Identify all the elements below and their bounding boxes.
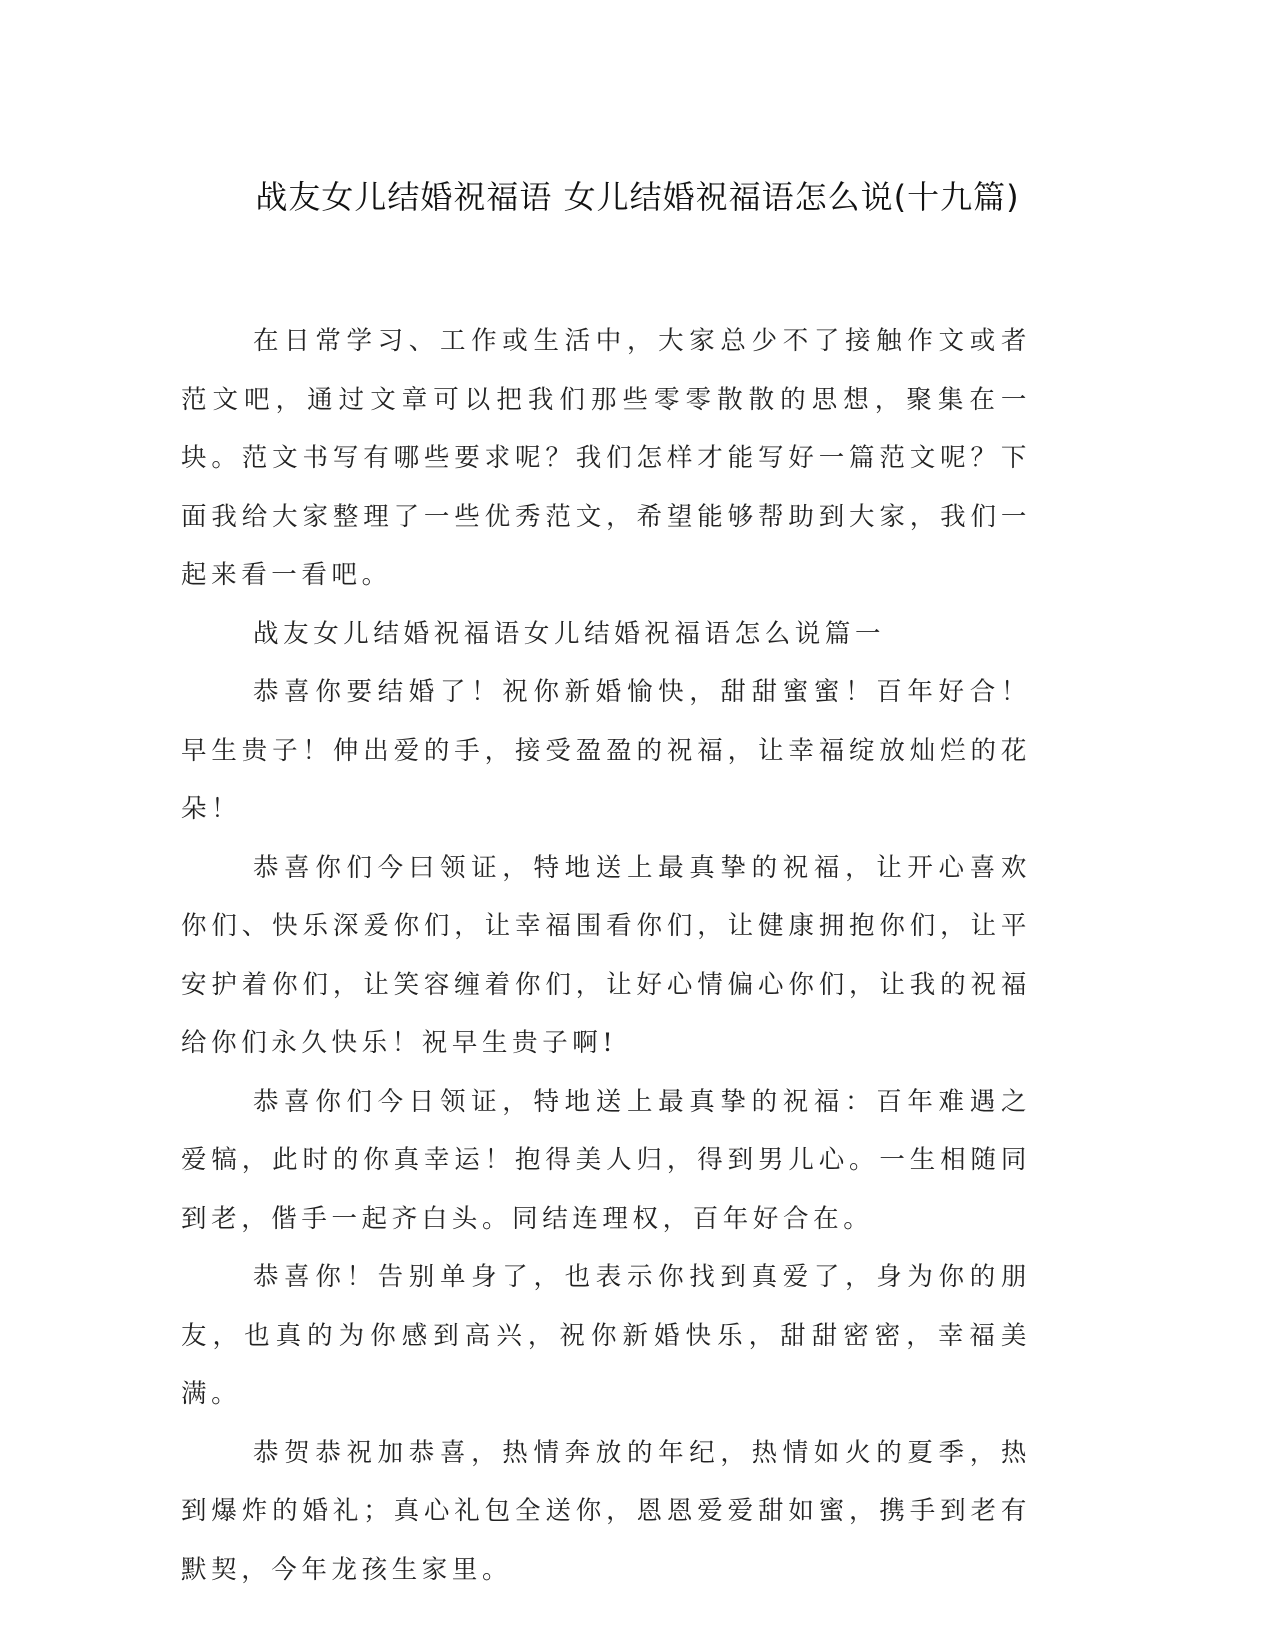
body-paragraph: 恭喜你们今曰领证，特地送上最真挚的祝福，让开心喜欢你们、快乐深爰你们，让幸福围看你们，让健康拥抱你们，让平安护着你们，让笑容缠着你们，让好心情偏心你们，让我的祝福给你们永久快乐！祝早生贵子啊! [181,852,1031,1058]
body-paragraph: 恭喜你！告别单身了，也表示你找到真爱了，身为你的朋友，也真的为你感到高兴，祝你新婚快乐，甜甜密密，幸福美满。 [181,1262,1031,1409]
body-paragraph: 恭喜你要结婚了！祝你新婚愉快，甜甜蜜蜜！百年好合！早生贵子！伸出爱的手，接受盈盈的祝福，让幸福绽放灿烂的花朵！ [181,677,1031,824]
document-body [181,312,1031,1599]
body-paragraph: 恭喜你们今日领证，特地送上最真挚的祝福：百年难遇之爱犒，此时的你真幸运！抱得美人归，得到男儿心。一生相随同到老，偕手一起齐白头。同结连理权，百年好合在。 [181,1086,1031,1234]
intro-paragraph: 在日常学习、工作或生活中，大家总少不了接触作文或者范文吧，通过文章可以把我们那些零零散散的思想，聚集在一块。范文书写有哪些要求呢？我们怎样才能写好一篇范文呢？下面我给大家整理了一些优秀范文，希望能够帮助到大家，我们一起来看一看吧。 [181,326,1031,590]
section-heading: 战友女儿结婚祝福语女儿结婚祝福语怎么说篇一 [253,618,886,649]
document-title: 战友女儿结婚祝福语 女儿结婚祝福语怎么说(十九篇) [255,178,1020,216]
body-paragraph: 恭贺恭祝加恭喜，热情奔放的年纪，热情如火的夏季，热到爆炸的婚礼；真心礼包全送你，恩恩爱爱甜如蜜，携手到老有默契，今年龙孩生家里。 [181,1437,1031,1585]
